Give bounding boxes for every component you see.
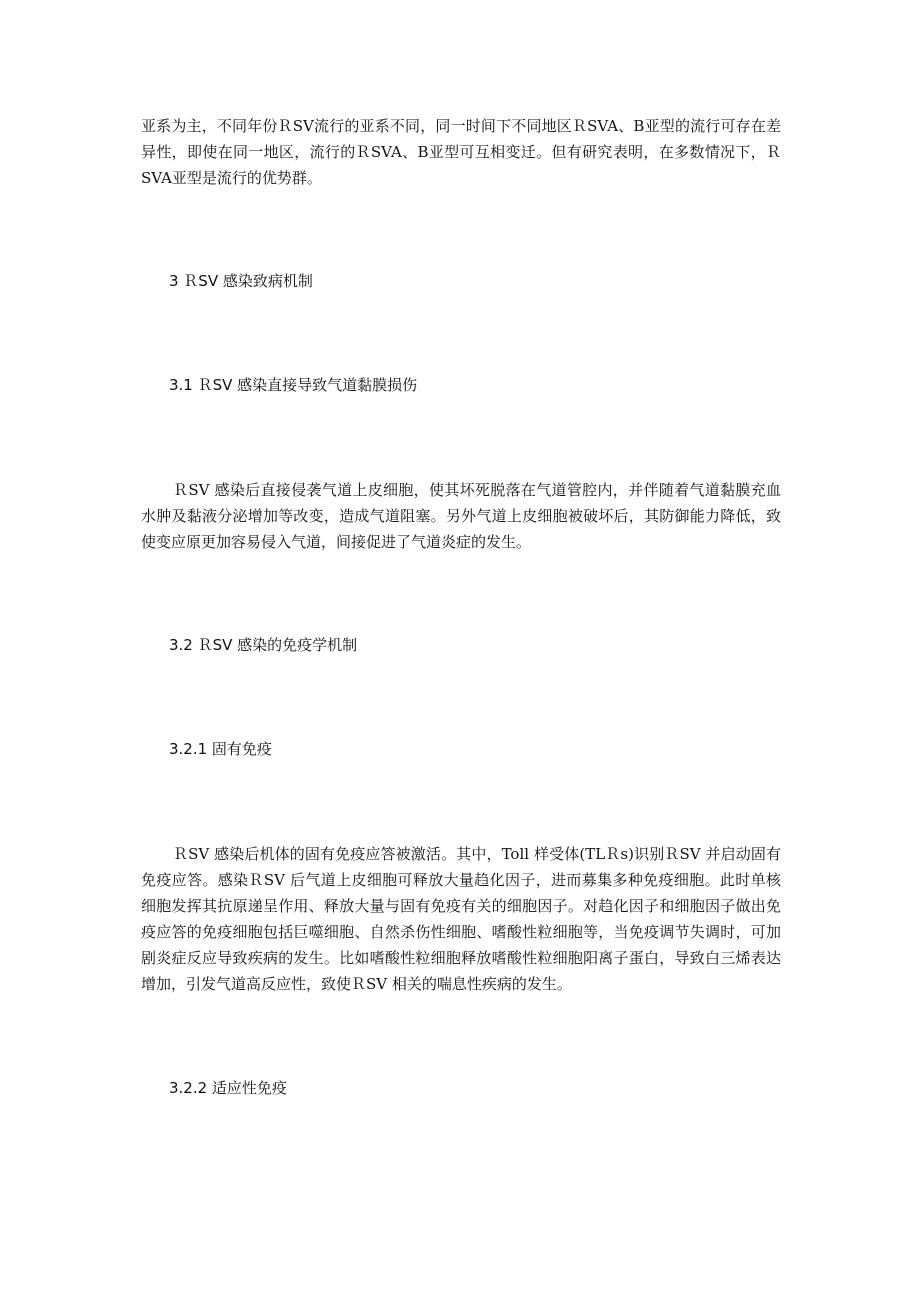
section-3-1-heading: 3.1 ＲSV 感染直接导致气道黏膜损伤 [169, 376, 418, 394]
section-3-2-1-heading: 3.2.1 固有免疫 [169, 740, 272, 758]
section-3-heading: 3 ＲSV 感染致病机制 [169, 272, 313, 290]
intro-paragraph: 亚系为主，不同年份ＲSV流行的亚系不同，同一时间下不同地区ＲSVA、B亚型的流行可存在差异性，即使在同一地区，流行的ＲSVA、B亚型可互相变迁。但有研究表明，在多数情况下，ＲSVA亚型是流行的优势群。 [141, 117, 781, 187]
section-3-2-heading: 3.2 ＲSV 感染的免疫学机制 [169, 636, 358, 654]
section-3-2-2-heading: 3.2.2 适应性免疫 [169, 1079, 287, 1097]
section-3-1-paragraph: ＲSV 感染后直接侵袭气道上皮细胞，使其坏死脱落在气道管腔内，并伴随着气道黏膜充血水肿及黏液分泌增加等改变，造成气道阻塞。另外气道上皮细胞被破坏后，其防御能力降低，致使变应原更加容易侵入气道，间接促进了气道炎症的发生。 [141, 481, 781, 551]
section-3-2-1-paragraph: ＲSV 感染后机体的固有免疫应答被激活。其中，Toll 样受体(TLＲs)识别ＲSV 并启动固有免疫应答。感染ＲSV 后气道上皮细胞可释放大量趋化因子，进而募集多种免疫细胞。此时单核细胞发挥其抗原递呈作用、释放大量与固有免疫有关的细胞因子。对趋化因子和细胞因子做出免疫应答的免疫细胞包括巨噬细胞、自然杀伤性细胞、嗜酸性粒细胞等，当免疫调节失调时，可加剧炎症反应导致疾病的发生。比如嗜酸性粒细胞释放嗜酸性粒细胞阳离子蛋白，导致白三烯表达增加，引发气道高反应性，致使ＲSV 相关的喘息性疾病的发生。 [141, 845, 781, 993]
